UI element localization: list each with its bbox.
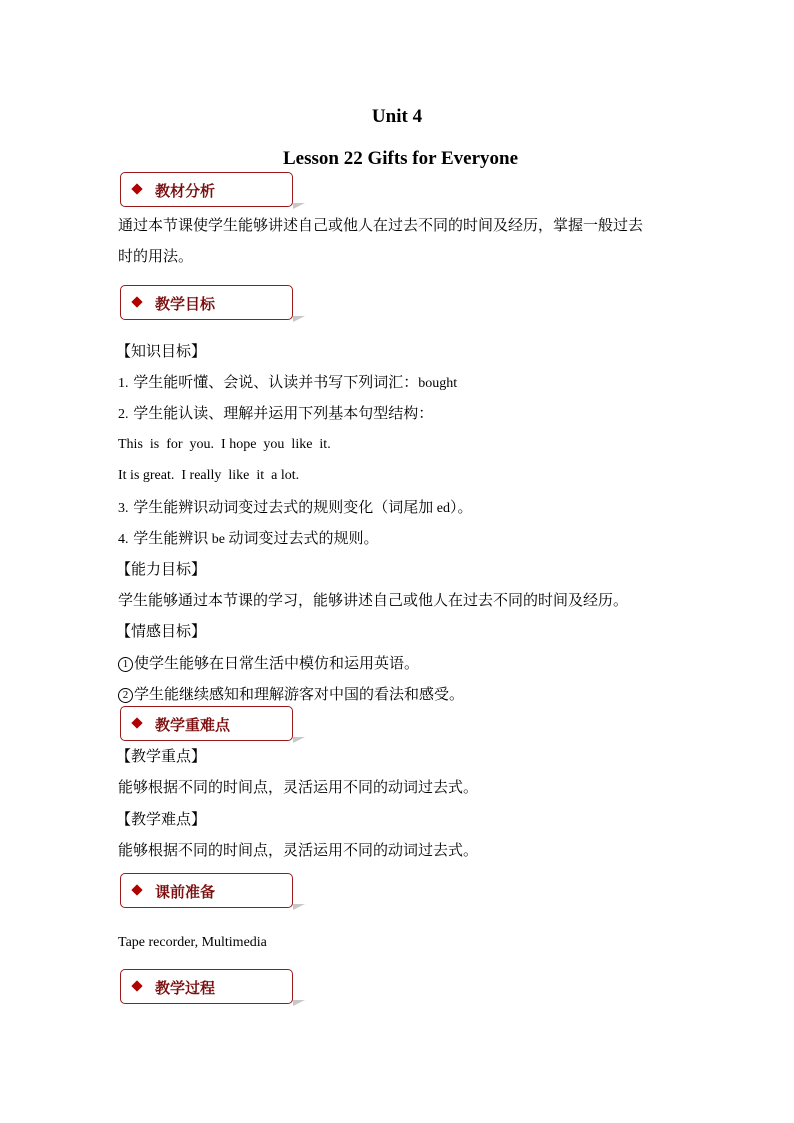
preparation-text: Tape recorder, Multimedia (118, 935, 267, 950)
item-text: 学生能辨识动词变过去式的规则变化（词尾加 (133, 498, 434, 516)
section-label: 教学重难点 (155, 716, 231, 734)
section-header-analysis (120, 172, 293, 207)
difficulty-text: 能够根据不同的时间点，灵活运用不同的动词过去式。 (118, 841, 479, 859)
diamond-bullet-icon (131, 183, 142, 194)
lesson-title: Lesson 22 Gifts for Everyone (282, 148, 519, 169)
item-number: 1. (118, 376, 129, 391)
item-number: 3. (118, 501, 129, 516)
circled-number: 2 (118, 688, 133, 703)
ability-heading: 【能力目标】 (116, 560, 207, 578)
knowledge-item-4 (118, 529, 379, 549)
knowledge-item-3 (118, 498, 473, 518)
section-header-key-points (120, 706, 293, 741)
difficulty-heading: 【教学难点】 (116, 810, 207, 828)
sentence-pattern-1: This is for you. I hope you like it. (118, 437, 331, 452)
item-text: 学生能辨识 (133, 529, 209, 547)
vocab-word: bought (418, 376, 458, 391)
circled-number: 1 (118, 657, 133, 672)
unit-title: Unit 4 (371, 106, 423, 127)
item-text: 学生能继续感知和理解游客对中国的看法和感受。 (134, 685, 465, 703)
emotion-heading: 【情感目标】 (116, 622, 207, 640)
item-number: 2. (118, 407, 129, 422)
knowledge-item-1 (118, 373, 457, 393)
focus-text: 能够根据不同的时间点，灵活运用不同的动词过去式。 (118, 778, 479, 796)
emotion-item-1 (118, 654, 419, 672)
section-label: 教材分析 (155, 182, 216, 200)
diamond-bullet-icon (131, 980, 142, 991)
knowledge-item-2 (118, 404, 433, 424)
item-number: 4. (118, 532, 129, 547)
sentence-pattern-2: It is great. I really like it a lot. (118, 468, 300, 483)
item-text: 学生能认读、理解并运用下列基本句型结构： (133, 404, 434, 422)
item-text-end: ）。 (450, 498, 473, 516)
item-text: 使学生能够在日常生活中模仿和运用英语。 (134, 654, 420, 672)
knowledge-heading: 【知识目标】 (116, 342, 207, 360)
item-text-end: 动词变过去式的规则。 (228, 529, 379, 547)
diamond-bullet-icon (131, 717, 142, 728)
section-label: 教学目标 (155, 295, 216, 313)
diamond-bullet-icon (131, 296, 142, 307)
section-label: 教学过程 (155, 979, 216, 997)
be-word: be (208, 532, 229, 547)
diamond-bullet-icon (131, 884, 142, 895)
section-header-preparation (120, 873, 293, 908)
section-label: 课前准备 (155, 883, 216, 901)
section-header-objectives (120, 285, 293, 320)
ability-text: 学生能够通过本节课的学习，能够讲述自己或他人在过去不同的时间及经历。 (118, 591, 629, 609)
suffix-word: ed (433, 501, 451, 516)
focus-heading: 【教学重点】 (116, 747, 207, 765)
emotion-item-2 (118, 685, 464, 703)
item-text: 学生能听懂、会说、认读并书写下列词汇： (133, 373, 419, 391)
analysis-text-line2: 时的用法。 (118, 247, 194, 265)
analysis-text-line1: 通过本节课使学生能够讲述自己或他人在过去不同的时间及经历，掌握一般过去 (118, 216, 644, 234)
section-header-process (120, 969, 293, 1004)
